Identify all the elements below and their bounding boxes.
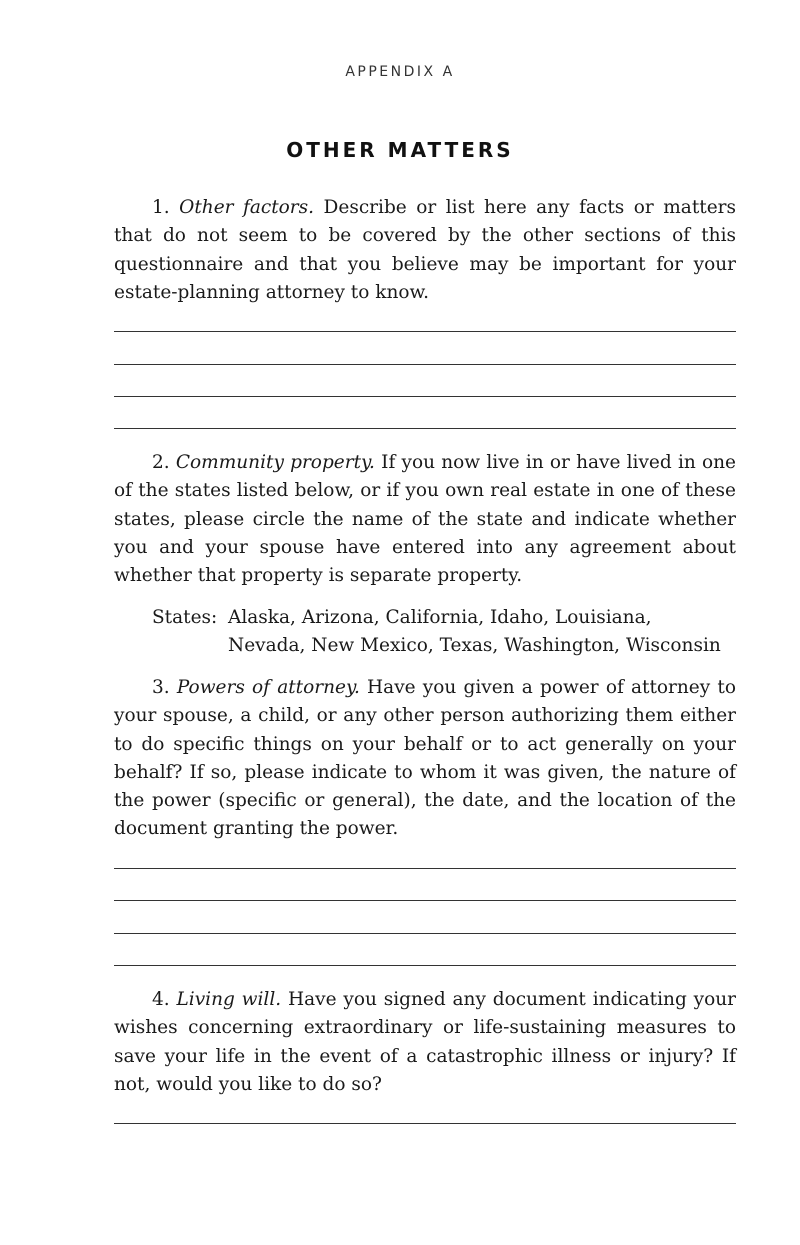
item-number: 3. <box>152 677 170 698</box>
item-heading: Living will. <box>176 989 282 1010</box>
item-number: 1. <box>152 197 170 218</box>
item-text: If you now live in or have lived in one of the states listed below, or if you own real estate in one of these states, please circle the name of the state and indicate whether you and your spouse have entered into any agreement about whether that property is separate property. <box>114 452 736 587</box>
answer-line[interactable] <box>114 428 736 429</box>
answer-line[interactable] <box>114 396 736 397</box>
item-heading: Community property. <box>175 452 375 473</box>
answer-line[interactable] <box>114 868 736 869</box>
item-text: Have you given a power of attorney to your spouse, a child, or any other person authorizing them either to do specific things on your behalf or to act generally on your behalf? If so, please indicate to whom it was given, the nature of the power (specific or general), the date, and the location of the document granting the power. <box>114 677 736 840</box>
running-head: APPENDIX A <box>345 64 455 80</box>
item-heading: Powers of attorney. <box>176 677 360 698</box>
answer-line[interactable] <box>114 900 736 901</box>
answer-line[interactable] <box>114 1123 736 1124</box>
item-other-factors <box>114 194 736 307</box>
item-living-will <box>114 986 736 1099</box>
item-text: Describe or list here any facts or matters that do not seem to be covered by the other sections of this questionnaire and that you believe may be important for your estate-planning attorney to know. <box>114 197 736 303</box>
item-number: 4. <box>152 989 170 1010</box>
answer-line[interactable] <box>114 331 736 332</box>
states-label: States: <box>152 607 218 628</box>
answer-line[interactable] <box>114 965 736 966</box>
answer-line[interactable] <box>114 364 736 365</box>
states-line-2: Nevada, New Mexico, Texas, Washington, Wisconsin <box>228 635 721 656</box>
item-number: 2. <box>152 452 170 473</box>
item-text: Have you signed any document indicating your wishes concerning extraordinary or life-sustaining measures to save your life in the event of a catastrophic illness or injury? If not, would you like to do so? <box>114 989 736 1095</box>
item-powers-of-attorney <box>114 674 736 844</box>
item-community-property <box>114 449 736 590</box>
states-line-1: Alaska, Arizona, California, Idaho, Louisiana, <box>228 607 652 628</box>
answer-line[interactable] <box>114 933 736 934</box>
section-title: OTHER MATTERS <box>286 138 514 162</box>
item-heading: Other factors. <box>179 197 315 218</box>
